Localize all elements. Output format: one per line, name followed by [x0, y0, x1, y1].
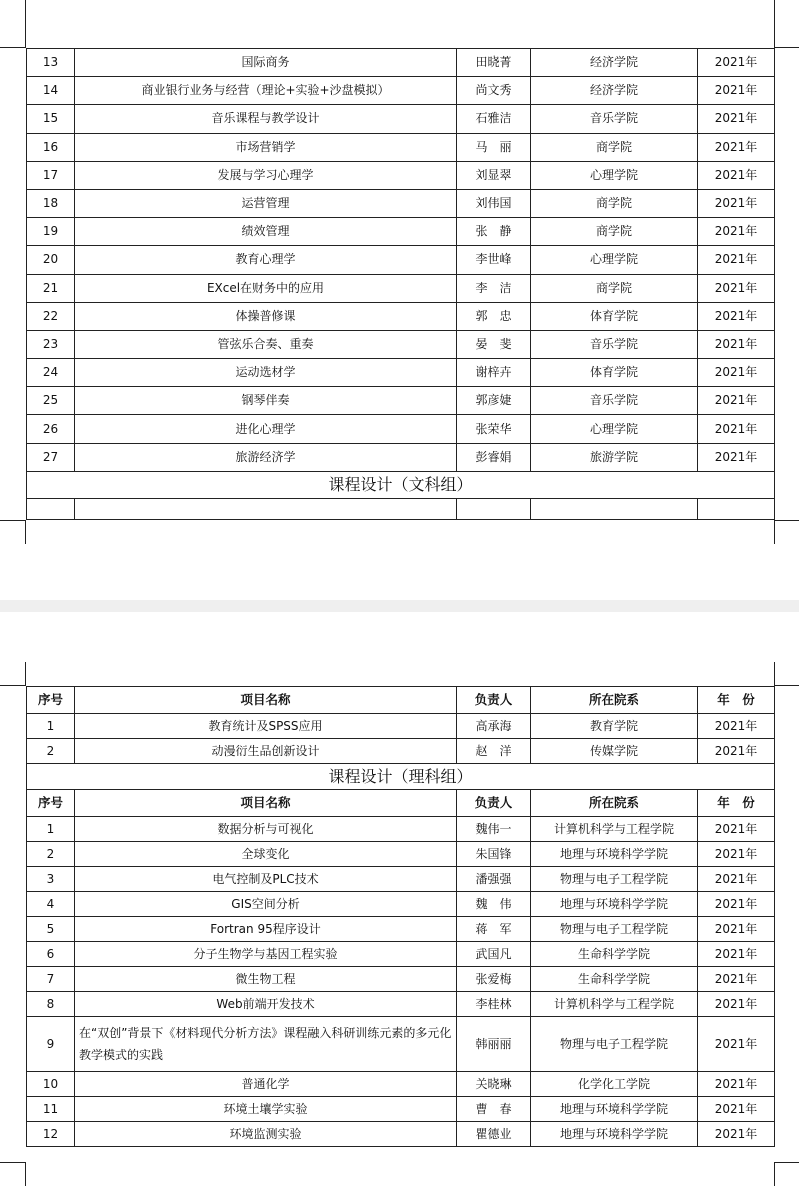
cell-owner: 晏 斐 [457, 330, 531, 358]
table-row [27, 133, 775, 161]
cell-year: 2021年 [698, 218, 775, 246]
cell-name: 发展与学习心理学 [75, 161, 457, 189]
table-row [27, 842, 775, 867]
cell-name: 商业银行业务与经营（理论+实验+沙盘模拟） [75, 77, 457, 105]
cell-owner: 魏伟一 [457, 817, 531, 842]
cell-name: 电气控制及PLC技术 [75, 867, 457, 892]
cell-dept: 商学院 [531, 133, 698, 161]
header-dept: 所在院系 [531, 790, 698, 817]
cell-no: 27 [27, 443, 75, 471]
cell-name: 体操普修课 [75, 302, 457, 330]
cell-owner: 马 丽 [457, 133, 531, 161]
cell-owner: 李世峰 [457, 246, 531, 274]
cell-no: 18 [27, 189, 75, 217]
cell-dept: 生命科学学院 [531, 942, 698, 967]
table-row [27, 1097, 775, 1122]
cell-name: 数据分析与可视化 [75, 817, 457, 842]
cell-dept: 传媒学院 [531, 739, 698, 764]
cell-name: GIS空间分析 [75, 892, 457, 917]
table-row [27, 867, 775, 892]
cell-no: 2 [27, 739, 75, 764]
cell-owner: 李 洁 [457, 274, 531, 302]
cell-name: 运动选材学 [75, 359, 457, 387]
cell-dept: 物理与电子工程学院 [531, 1017, 698, 1072]
cell-name: 运营管理 [75, 189, 457, 217]
cell-name: 音乐课程与教学设计 [75, 105, 457, 133]
cell-owner: 彭睿娟 [457, 443, 531, 471]
cell-owner: 魏 伟 [457, 892, 531, 917]
cell-name: 教育心理学 [75, 246, 457, 274]
cell-owner: 蒋 军 [457, 917, 531, 942]
cell-no: 25 [27, 387, 75, 415]
table-row [27, 967, 775, 992]
cell-no: 13 [27, 49, 75, 77]
table-row [27, 302, 775, 330]
cell-no: 9 [27, 1017, 75, 1072]
cell-name: 进化心理学 [75, 415, 457, 443]
header-owner: 负责人 [457, 790, 531, 817]
page-corner-mark [0, 47, 26, 48]
cell-dept: 商学院 [531, 218, 698, 246]
table-row [27, 359, 775, 387]
cell-name: 市场营销学 [75, 133, 457, 161]
cell-year: 2021年 [698, 1122, 775, 1147]
cell-year: 2021年 [698, 189, 775, 217]
cell-dept: 物理与电子工程学院 [531, 917, 698, 942]
cell-no: 11 [27, 1097, 75, 1122]
table-row [27, 892, 775, 917]
cell-no: 14 [27, 77, 75, 105]
cell-owner: 韩丽丽 [457, 1017, 531, 1072]
cell-dept: 物理与电子工程学院 [531, 867, 698, 892]
table-row [27, 917, 775, 942]
table-row [27, 992, 775, 1017]
cell-owner: 曹 春 [457, 1097, 531, 1122]
section-row-science [27, 764, 775, 790]
cell-year: 2021年 [698, 867, 775, 892]
cell-dept: 教育学院 [531, 714, 698, 739]
cell-owner: 赵 洋 [457, 739, 531, 764]
cell-dept: 音乐学院 [531, 105, 698, 133]
page-corner-mark [0, 1162, 26, 1163]
cell-owner: 张爱梅 [457, 967, 531, 992]
cell-year: 2021年 [698, 387, 775, 415]
cell-owner: 朱国锋 [457, 842, 531, 867]
header-name: 项目名称 [75, 687, 457, 714]
cell-year: 2021年 [698, 714, 775, 739]
cell-year: 2021年 [698, 992, 775, 1017]
cell-dept: 计算机科学与工程学院 [531, 992, 698, 1017]
page-corner-mark [25, 662, 26, 686]
cell-year: 2021年 [698, 1097, 775, 1122]
table-row [27, 714, 775, 739]
cell-owner: 李桂林 [457, 992, 531, 1017]
cell-year: 2021年 [698, 274, 775, 302]
cell-year: 2021年 [698, 415, 775, 443]
cell-year: 2021年 [698, 942, 775, 967]
cell-no: 4 [27, 892, 75, 917]
cell-name: Fortran 95程序设计 [75, 917, 457, 942]
cell-year: 2021年 [698, 133, 775, 161]
cell-no: 15 [27, 105, 75, 133]
cell-dept: 体育学院 [531, 302, 698, 330]
table-row [27, 105, 775, 133]
table-row [27, 1017, 775, 1072]
cell-no: 12 [27, 1122, 75, 1147]
cell-no: 17 [27, 161, 75, 189]
cell-owner: 张 静 [457, 218, 531, 246]
cell-year: 2021年 [698, 1072, 775, 1097]
cell-dept: 体育学院 [531, 359, 698, 387]
cell-dept: 化学化工学院 [531, 1072, 698, 1097]
table-row [27, 1072, 775, 1097]
cell-owner: 尚文秀 [457, 77, 531, 105]
cell-no: 26 [27, 415, 75, 443]
cell-no: 5 [27, 917, 75, 942]
cell-dept: 地理与环境科学学院 [531, 1122, 698, 1147]
cell-dept: 计算机科学与工程学院 [531, 817, 698, 842]
cell-name: 绩效管理 [75, 218, 457, 246]
cell-owner: 谢梓卉 [457, 359, 531, 387]
cell-no: 19 [27, 218, 75, 246]
cell-dept: 地理与环境科学学院 [531, 842, 698, 867]
page-corner-mark [0, 685, 26, 686]
cell-year: 2021年 [698, 917, 775, 942]
table-row [27, 330, 775, 358]
table-row [27, 942, 775, 967]
table-row [27, 739, 775, 764]
cell-owner: 郭 忠 [457, 302, 531, 330]
cell-no: 22 [27, 302, 75, 330]
cell-owner: 关晓琳 [457, 1072, 531, 1097]
cell-no: 23 [27, 330, 75, 358]
cell-year: 2021年 [698, 105, 775, 133]
empty-cell [531, 498, 698, 519]
header-dept: 所在院系 [531, 687, 698, 714]
page-corner-mark [774, 520, 799, 521]
page-corner-mark [774, 0, 775, 48]
cell-dept: 心理学院 [531, 246, 698, 274]
table-row [27, 274, 775, 302]
cell-no: 1 [27, 817, 75, 842]
cell-year: 2021年 [698, 842, 775, 867]
table-row [27, 161, 775, 189]
empty-cell [698, 498, 775, 519]
cell-no: 2 [27, 842, 75, 867]
cell-year: 2021年 [698, 359, 775, 387]
page-corner-mark [774, 662, 775, 686]
header-owner: 负责人 [457, 687, 531, 714]
cell-dept: 商学院 [531, 274, 698, 302]
table-row [27, 817, 775, 842]
table-row [27, 387, 775, 415]
arts-rows [27, 714, 775, 764]
cell-dept: 音乐学院 [531, 330, 698, 358]
page-corner-mark [0, 520, 26, 521]
cell-name: 普通化学 [75, 1072, 457, 1097]
cell-name: 钢琴伴奏 [75, 387, 457, 415]
cell-name: 环境监测实验 [75, 1122, 457, 1147]
cell-name: 动漫衍生品创新设计 [75, 739, 457, 764]
cell-no: 3 [27, 867, 75, 892]
header-no: 序号 [27, 790, 75, 817]
cell-no: 8 [27, 992, 75, 1017]
cell-year: 2021年 [698, 1017, 775, 1072]
section-title: 课程设计（理科组） [27, 764, 775, 790]
cell-no: 1 [27, 714, 75, 739]
table-header-row [27, 790, 775, 817]
cell-owner: 石雅洁 [457, 105, 531, 133]
cell-name: 全球变化 [75, 842, 457, 867]
empty-row [27, 498, 775, 519]
cell-name: 微生物工程 [75, 967, 457, 992]
cell-dept: 旅游学院 [531, 443, 698, 471]
cell-year: 2021年 [698, 246, 775, 274]
cell-owner: 高承海 [457, 714, 531, 739]
cell-dept: 经济学院 [531, 49, 698, 77]
cell-no: 21 [27, 274, 75, 302]
cell-year: 2021年 [698, 302, 775, 330]
cell-no: 10 [27, 1072, 75, 1097]
cell-name: 旅游经济学 [75, 443, 457, 471]
page-corner-mark [774, 685, 799, 686]
cell-year: 2021年 [698, 443, 775, 471]
cell-dept: 地理与环境科学学院 [531, 1097, 698, 1122]
table-row [27, 49, 775, 77]
header-no: 序号 [27, 687, 75, 714]
science-rows [27, 817, 775, 1147]
section-row-arts [27, 471, 775, 498]
cell-dept: 地理与环境科学学院 [531, 892, 698, 917]
table-row [27, 218, 775, 246]
page-corner-mark [774, 47, 799, 48]
header-name: 项目名称 [75, 790, 457, 817]
project-table-continued [26, 48, 775, 520]
cell-owner: 潘强强 [457, 867, 531, 892]
cell-name: 在“双创”背景下《材料现代分析方法》课程融入科研训练元素的多元化教学模式的实践 [75, 1017, 457, 1072]
cell-dept: 商学院 [531, 189, 698, 217]
cell-dept: 音乐学院 [531, 387, 698, 415]
header-year: 年 份 [698, 687, 775, 714]
cell-owner: 刘显翠 [457, 161, 531, 189]
section-title: 课程设计（文科组） [27, 471, 775, 498]
cell-no: 6 [27, 942, 75, 967]
header-year: 年 份 [698, 790, 775, 817]
table-header-row [27, 687, 775, 714]
cell-owner: 刘伟国 [457, 189, 531, 217]
cell-dept: 心理学院 [531, 161, 698, 189]
cell-owner: 张荣华 [457, 415, 531, 443]
table-row [27, 189, 775, 217]
table-row [27, 1122, 775, 1147]
table-row [27, 246, 775, 274]
page-corner-mark [25, 520, 26, 544]
cell-no: 24 [27, 359, 75, 387]
cell-year: 2021年 [698, 49, 775, 77]
project-table-body [27, 49, 775, 472]
cell-year: 2021年 [698, 77, 775, 105]
cell-year: 2021年 [698, 161, 775, 189]
cell-name: EXcel在财务中的应用 [75, 274, 457, 302]
cell-owner: 郭彦婕 [457, 387, 531, 415]
page-corner-mark [774, 1162, 799, 1163]
table-row [27, 415, 775, 443]
cell-name: 教育统计及SPSS应用 [75, 714, 457, 739]
cell-dept: 生命科学学院 [531, 967, 698, 992]
cell-year: 2021年 [698, 967, 775, 992]
cell-no: 7 [27, 967, 75, 992]
cell-name: 环境土壤学实验 [75, 1097, 457, 1122]
cell-year: 2021年 [698, 817, 775, 842]
cell-name: 分子生物学与基因工程实验 [75, 942, 457, 967]
table-row [27, 77, 775, 105]
project-table [26, 686, 775, 1147]
page-corner-mark [774, 1162, 775, 1186]
page-corner-mark [25, 1162, 26, 1186]
empty-cell [457, 498, 531, 519]
cell-no: 16 [27, 133, 75, 161]
cell-name: Web前端开发技术 [75, 992, 457, 1017]
cell-no: 20 [27, 246, 75, 274]
table-row [27, 443, 775, 471]
document-page-2 [0, 612, 799, 1198]
cell-year: 2021年 [698, 892, 775, 917]
cell-year: 2021年 [698, 739, 775, 764]
cell-owner: 武国凡 [457, 942, 531, 967]
cell-year: 2021年 [698, 330, 775, 358]
cell-name: 管弦乐合奏、重奏 [75, 330, 457, 358]
page-corner-mark [774, 520, 775, 544]
cell-owner: 瞿德业 [457, 1122, 531, 1147]
empty-cell [75, 498, 457, 519]
page-corner-mark [25, 0, 26, 48]
empty-cell [27, 498, 75, 519]
cell-dept: 心理学院 [531, 415, 698, 443]
cell-name: 国际商务 [75, 49, 457, 77]
cell-owner: 田晓菁 [457, 49, 531, 77]
cell-dept: 经济学院 [531, 77, 698, 105]
